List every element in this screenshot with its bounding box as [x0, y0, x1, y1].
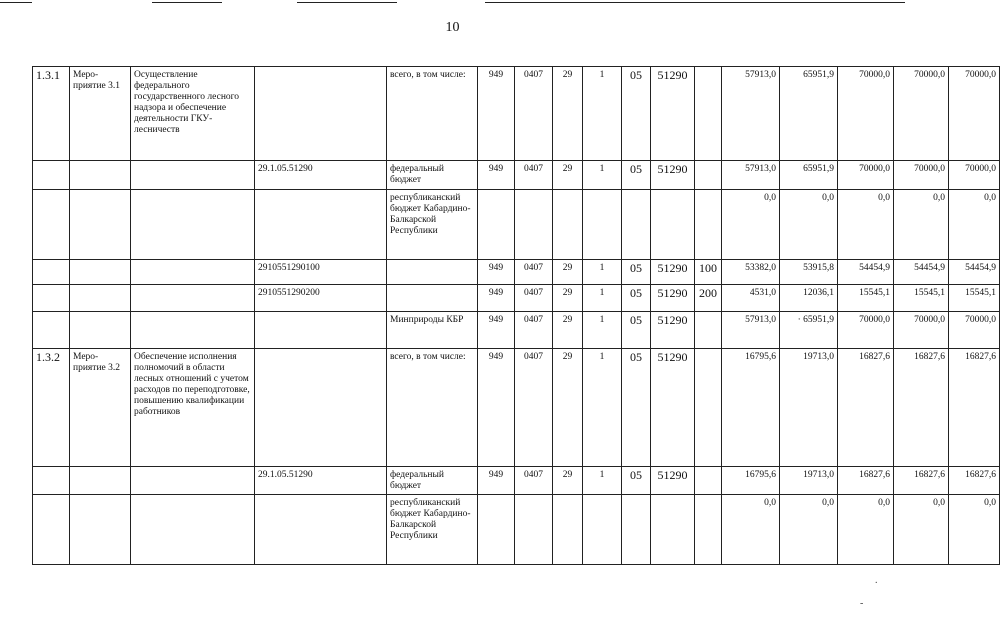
section-code: 0407 [515, 312, 553, 349]
value-year-2: 53915,8 [780, 260, 838, 285]
table-row [33, 161, 1000, 190]
expense-type-code: 100 [695, 260, 722, 285]
expense-type-code [695, 467, 722, 495]
budget-code: 2910551290200 [255, 285, 387, 312]
funding-source: республиканский бюджет Кабардино-Балкарской Республики [387, 495, 478, 565]
program-code: 29 [553, 161, 583, 190]
value-year-3: 70000,0 [838, 67, 894, 161]
subprogram-code: 1 [583, 349, 622, 467]
event-code: 05 [622, 467, 651, 495]
row-number [33, 285, 70, 312]
budget-code: 2910551290100 [255, 260, 387, 285]
value-year-4: 70000,0 [894, 67, 949, 161]
event-name [131, 495, 255, 565]
table-row [33, 260, 1000, 285]
page-number: 10 [445, 20, 460, 35]
event-name: Обеспечение исполнения полномочий в области лесных отношений с учетом расходов по переподготовке, повышению квалификации работников [131, 349, 255, 467]
section-code [515, 190, 553, 260]
subprogram-code: 1 [583, 67, 622, 161]
budget-code [255, 495, 387, 565]
row-number: 1.3.1 [33, 67, 70, 161]
value-year-3: 54454,9 [838, 260, 894, 285]
value-year-1: 57913,0 [722, 67, 780, 161]
funding-source: всего, в том числе: [387, 67, 478, 161]
value-year-4: 0,0 [894, 190, 949, 260]
grbs-code: 949 [478, 260, 515, 285]
event-code [622, 190, 651, 260]
program-code [553, 495, 583, 565]
value-year-3: 16827,6 [838, 349, 894, 467]
program-code: 29 [553, 67, 583, 161]
funding-source: республиканский бюджет Кабардино-Балкарской Республики [387, 190, 478, 260]
value-year-5: 70000,0 [949, 312, 1000, 349]
subprogram-code: 1 [583, 285, 622, 312]
row-number [33, 495, 70, 565]
section-code: 0407 [515, 67, 553, 161]
event-code: 05 [622, 312, 651, 349]
value-year-3: 70000,0 [838, 161, 894, 190]
direction-code: 51290 [651, 467, 695, 495]
event-name [131, 467, 255, 495]
section-code: 0407 [515, 285, 553, 312]
grbs-code: 949 [478, 312, 515, 349]
budget-code [255, 349, 387, 467]
subprogram-code: 1 [583, 312, 622, 349]
value-year-4: 16827,6 [894, 349, 949, 467]
value-year-3: 70000,0 [838, 312, 894, 349]
program-code: 29 [553, 285, 583, 312]
value-year-1: 0,0 [722, 190, 780, 260]
direction-code [651, 190, 695, 260]
value-year-2: 12036,1 [780, 285, 838, 312]
event-name [131, 161, 255, 190]
expense-type-code [695, 161, 722, 190]
value-year-3: 16827,6 [838, 467, 894, 495]
direction-code: 51290 [651, 312, 695, 349]
direction-code: 51290 [651, 161, 695, 190]
value-year-4: 16827,6 [894, 467, 949, 495]
table-row [33, 285, 1000, 312]
event-code: 05 [622, 285, 651, 312]
value-year-2: · 65951,9 [780, 312, 838, 349]
value-year-1: 4531,0 [722, 285, 780, 312]
top-rule-3 [297, 2, 397, 3]
event-name [131, 260, 255, 285]
event-code: 05 [622, 161, 651, 190]
value-year-5: 16827,6 [949, 467, 1000, 495]
program-code [553, 190, 583, 260]
direction-code: 51290 [651, 349, 695, 467]
expense-type-code: 200 [695, 285, 722, 312]
table-row [33, 190, 1000, 260]
value-year-4: 70000,0 [894, 161, 949, 190]
scan-mark: - [860, 598, 864, 609]
value-year-1: 16795,6 [722, 467, 780, 495]
program-code: 29 [553, 312, 583, 349]
event-label: Меро- приятие 3.1 [70, 67, 131, 161]
program-code: 29 [553, 260, 583, 285]
section-code: 0407 [515, 349, 553, 467]
funding-source: всего, в том числе: [387, 349, 478, 467]
value-year-1: 57913,0 [722, 312, 780, 349]
row-number [33, 312, 70, 349]
subprogram-code: 1 [583, 260, 622, 285]
expense-type-code [695, 190, 722, 260]
row-number [33, 260, 70, 285]
event-code: 05 [622, 67, 651, 161]
grbs-code [478, 190, 515, 260]
event-label: Меро- приятие 3.2 [70, 349, 131, 467]
row-number [33, 190, 70, 260]
direction-code: 51290 [651, 260, 695, 285]
funding-source [387, 260, 478, 285]
funding-source: Минприроды КБР [387, 312, 478, 349]
event-name [131, 190, 255, 260]
value-year-2: 19713,0 [780, 349, 838, 467]
section-code: 0407 [515, 467, 553, 495]
budget-code [255, 312, 387, 349]
direction-code: 51290 [651, 67, 695, 161]
event-label [70, 495, 131, 565]
grbs-code [478, 495, 515, 565]
subprogram-code [583, 495, 622, 565]
top-rule-2 [152, 2, 222, 3]
value-year-2: 0,0 [780, 495, 838, 565]
budget-code [255, 67, 387, 161]
event-code [622, 495, 651, 565]
value-year-5: 70000,0 [949, 67, 1000, 161]
top-rule-1 [0, 2, 32, 3]
event-label [70, 190, 131, 260]
row-number: 1.3.2 [33, 349, 70, 467]
subprogram-code: 1 [583, 467, 622, 495]
funding-source [387, 285, 478, 312]
budget-code [255, 190, 387, 260]
row-number [33, 467, 70, 495]
value-year-1: 53382,0 [722, 260, 780, 285]
value-year-4: 54454,9 [894, 260, 949, 285]
grbs-code: 949 [478, 161, 515, 190]
event-name: Осуществление федерального государственного лесного надзора и обеспечение деятельности ГКУ- лесничеств [131, 67, 255, 161]
value-year-5: 15545,1 [949, 285, 1000, 312]
value-year-2: 0,0 [780, 190, 838, 260]
direction-code [651, 495, 695, 565]
budget-table [32, 66, 1000, 565]
value-year-1: 57913,0 [722, 161, 780, 190]
section-code [515, 495, 553, 565]
expense-type-code [695, 312, 722, 349]
event-code: 05 [622, 349, 651, 467]
subprogram-code: 1 [583, 161, 622, 190]
table-row [33, 495, 1000, 565]
budget-code: 29.1.05.51290 [255, 467, 387, 495]
value-year-3: 15545,1 [838, 285, 894, 312]
subprogram-code [583, 190, 622, 260]
section-code: 0407 [515, 161, 553, 190]
row-number [33, 161, 70, 190]
event-name [131, 312, 255, 349]
value-year-2: 19713,0 [780, 467, 838, 495]
value-year-1: 16795,6 [722, 349, 780, 467]
expense-type-code [695, 349, 722, 467]
event-label [70, 260, 131, 285]
event-code: 05 [622, 260, 651, 285]
value-year-2: 65951,9 [780, 161, 838, 190]
value-year-4: 15545,1 [894, 285, 949, 312]
expense-type-code [695, 67, 722, 161]
event-label [70, 467, 131, 495]
value-year-3: 0,0 [838, 495, 894, 565]
table-body [33, 67, 1000, 565]
event-label [70, 161, 131, 190]
grbs-code: 949 [478, 349, 515, 467]
table-row [33, 349, 1000, 467]
scan-mark: . [875, 575, 878, 586]
value-year-4: 0,0 [894, 495, 949, 565]
event-name [131, 285, 255, 312]
budget-code: 29.1.05.51290 [255, 161, 387, 190]
table-row [33, 312, 1000, 349]
value-year-1: 0,0 [722, 495, 780, 565]
grbs-code: 949 [478, 467, 515, 495]
event-label [70, 285, 131, 312]
direction-code: 51290 [651, 285, 695, 312]
program-code: 29 [553, 349, 583, 467]
value-year-5: 16827,6 [949, 349, 1000, 467]
value-year-3: 0,0 [838, 190, 894, 260]
value-year-5: 54454,9 [949, 260, 1000, 285]
section-code: 0407 [515, 260, 553, 285]
table-row [33, 467, 1000, 495]
table-row [33, 67, 1000, 161]
value-year-5: 0,0 [949, 495, 1000, 565]
expense-type-code [695, 495, 722, 565]
event-label [70, 312, 131, 349]
program-code: 29 [553, 467, 583, 495]
value-year-5: 0,0 [949, 190, 1000, 260]
value-year-2: 65951,9 [780, 67, 838, 161]
value-year-5: 70000,0 [949, 161, 1000, 190]
top-rule-4 [485, 2, 905, 3]
grbs-code: 949 [478, 67, 515, 161]
funding-source: федеральный бюджет [387, 467, 478, 495]
value-year-4: 70000,0 [894, 312, 949, 349]
grbs-code: 949 [478, 285, 515, 312]
funding-source: федеральный бюджет [387, 161, 478, 190]
